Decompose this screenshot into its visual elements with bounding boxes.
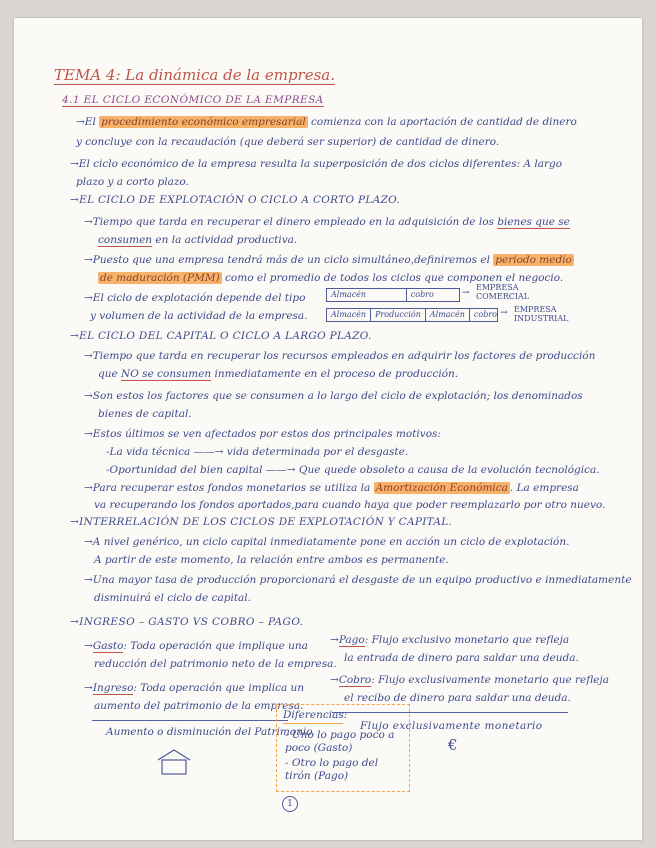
note-patrimonio: Aumento o disminución del Patrimonio [106, 726, 313, 738]
flow-cell-cobro: cobro [473, 310, 497, 319]
paragraph-3-line-2 [98, 234, 297, 247]
paragraph-11-line-1: →Una mayor tasa de producción proporcionará el desgaste de un equipo productivo e inmediatamente [84, 574, 632, 586]
paragraph-2-line-1: →El ciclo económico de la empresa resulta la superposición de dos ciclos diferentes: A largo [70, 158, 563, 170]
flow-cell-almacen: Almacén [327, 289, 407, 301]
def-ingreso-line-1: →Ingreso: Toda operación que implica un [84, 682, 305, 694]
paragraph-7-line-2: bienes de capital. [98, 408, 192, 420]
text: como el promedio de todos los ciclos que componen el negocio. [225, 272, 564, 284]
term-pago: Pago [338, 634, 365, 646]
flow-cell-produccion: Producción [371, 309, 426, 321]
text: : Flujo exclusivamente monetario que refleja [371, 674, 609, 686]
differences-title: Diferencias: [283, 709, 348, 721]
house-icon [154, 746, 194, 776]
flow-diagram-industrial [326, 308, 498, 322]
label-empresa-industrial: EMPRESA INDUSTRIAL [514, 305, 569, 323]
differences-title-underline [283, 723, 343, 724]
paragraph-9-line-2: va recuperando los fondos aportados,para cuando haya que poder reemplazarlo por otro nuevo. [94, 499, 606, 511]
paragraph-8-line-2: -La vida técnica ——→ vida determinada por el desgaste. [106, 446, 409, 458]
arrow-comercial: → [462, 288, 470, 298]
note-sheet [14, 18, 642, 840]
section-heading-explotacion: →EL CICLO DE EXPLOTACIÓN O CICLO A CORTO PLAZO. [70, 194, 401, 206]
highlight-pmm: de maduración (PMM) [100, 272, 220, 284]
paragraph-1-line-2: y concluye con la recaudación (que deberá ser superior) de cantidad de dinero. [76, 136, 500, 148]
section-heading-interrelacion: →INTERRELACIÓN DE LOS CICLOS DE EXPLOTACIÓN Y CAPITAL. [70, 516, 453, 528]
term-cobro: Cobro [338, 674, 372, 686]
paragraph-6-line-1: →Tiempo que tarda en recuperar los recursos empleados en adquirir los factores de producción [84, 350, 596, 362]
highlight-periodo-medio: periodo medio [495, 254, 572, 266]
text: inmediatamente en el proceso de producción. [214, 368, 459, 380]
text: →Puesto que una empresa tendrá más de un ciclo simultáneo,definiremos el [84, 254, 490, 266]
differences-item-2: - Otro lo pago del tirón (Pago) [285, 757, 379, 783]
paragraph-10-line-2: A partir de este momento, la relación entre ambos es permanente. [94, 554, 449, 566]
text: →Para recuperar estos fondos monetarios se utiliza la [84, 482, 371, 494]
def-gasto-line-1: →Gasto: Toda operación que implique una [84, 640, 308, 652]
text: : Toda operación que implica un [133, 682, 305, 694]
flow-cell-almacen: Almacén [327, 309, 371, 321]
flow-cell-almacen: Almacén [426, 309, 470, 321]
def-pago-line-1: →Pago: Flujo exclusivo monetario que refleja [330, 634, 570, 646]
paragraph-11-line-2: disminuirá el ciclo de capital. [94, 592, 251, 604]
highlight-amortizacion: Amortización Económica [375, 482, 508, 494]
paragraph-2-line-2: plazo y a corto plazo. [76, 176, 189, 188]
text: : Flujo exclusivo monetario que refleja [364, 634, 570, 646]
differences-item-1: - Uno lo pago poco a poco (Gasto) [285, 729, 395, 755]
paragraph-3-line-1 [84, 216, 570, 229]
text: en la actividad productiva. [155, 234, 298, 246]
paragraph-8-line-3: -Oportunidad del bien capital ——→ Que quede obsoleto a causa de la evolución tecnológica. [106, 464, 600, 476]
paragraph-10-line-1: →A nivel genérico, un ciclo capital inmediatamente pone en acción un ciclo de explotación. [84, 536, 570, 548]
text: que [98, 368, 118, 380]
def-cobro-line-2: el recibo de dinero para saldar una deuda. [344, 692, 571, 704]
divider-left [92, 720, 288, 721]
differences-box [276, 704, 410, 792]
text: comienza con la aportación de cantidad de dinero [311, 116, 577, 128]
text: : Toda operación que implique una [123, 640, 308, 652]
page-number: 1 [282, 796, 298, 812]
def-cobro-line-1: →Cobro: Flujo exclusivamente monetario que refleja [330, 674, 609, 686]
text: . La empresa [509, 482, 579, 494]
paragraph-8-line-1: →Estos últimos se ven afectados por estos dos principales motivos: [84, 428, 441, 440]
paragraph-4-line-1 [84, 254, 574, 267]
def-gasto-line-2: reducción del patrimonio neto de la empresa. [94, 658, 337, 670]
paragraph-5-line-2: y volumen de la actividad de la empresa. [90, 310, 308, 322]
flow-cell-cobro: cobro [410, 290, 434, 299]
underlined-bienes: bienes que se [497, 216, 570, 228]
def-ingreso-line-2: aumento del patrimonio de la empresa. [94, 700, 304, 712]
euro-icon: € [448, 736, 458, 754]
note-flujo: Flujo exclusivamente monetario [360, 720, 543, 732]
paragraph-9-line-1 [84, 482, 579, 495]
section-heading-capital: →EL CICLO DEL CAPITAL O CICLO A LARGO PLAZO. [70, 330, 372, 342]
paragraph-6-line-2 [98, 368, 458, 381]
highlight-procedimiento: procedimiento económico empresarial [101, 116, 306, 128]
underlined-no-consumen: NO se consumen [121, 368, 212, 380]
def-pago-line-2: la entrada de dinero para saldar una deuda. [344, 652, 579, 664]
paragraph-1-line-1 [76, 116, 577, 129]
paragraph-5-line-1: →El ciclo de explotación depende del tipo [84, 292, 306, 304]
page-title: TEMA 4: La dinámica de la empresa. [54, 66, 336, 84]
flow-diagram-comercial [326, 288, 460, 302]
text: →Tiempo que tarda en recuperar el dinero empleado en la adquisición de los [84, 216, 494, 228]
section-heading-ingreso-gasto: →INGRESO – GASTO VS COBRO – PAGO. [70, 616, 304, 628]
arrow-text: →El [76, 116, 96, 128]
arrow-industrial: → [500, 308, 508, 318]
term-ingreso: Ingreso [92, 682, 134, 694]
section-heading-4-1: 4.1 EL CICLO ECONÓMICO DE LA EMPRESA [62, 94, 324, 106]
paragraph-7-line-1: →Son estos los factores que se consumen a lo largo del ciclo de explotación; los denominados [84, 390, 583, 402]
underlined-consumen: consumen [98, 234, 153, 246]
label-empresa-comercial: EMPRESA COMERCIAL [476, 283, 530, 301]
term-gasto: Gasto [92, 640, 124, 652]
